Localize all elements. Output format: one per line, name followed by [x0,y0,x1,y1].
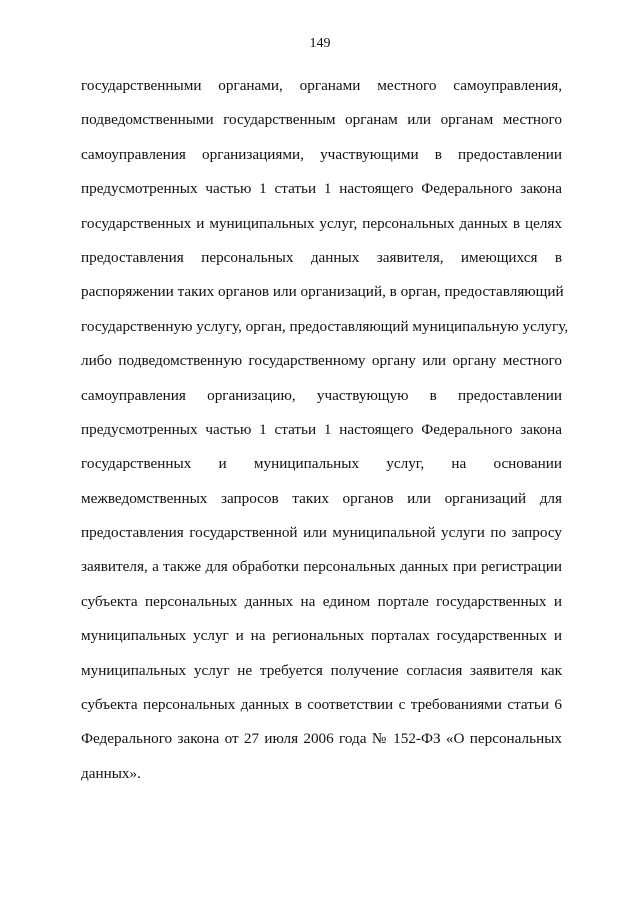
text-line: либо подведомственную государственному органу или органу местного [81,352,562,370]
text-line: самоуправления организациями, участвующими в предоставлении [81,145,562,163]
text-line: предусмотренных частью 1 статьи 1 настоящего Федерального закона [81,180,562,198]
text-line: заявителя, а также для обработки персональных данных при регистрации [81,558,562,576]
page-number: 149 [309,36,331,51]
text-line: предусмотренных частью 1 статьи 1 настоящего Федерального закона [81,420,562,438]
text-line: предоставления государственной или муниципальной услуги по запросу [81,524,562,542]
text-line: субъекта персональных данных в соответствии с требованиями статьи 6 [81,696,562,714]
text-line: подведомственными государственным органам или органам местного [81,111,562,129]
text-line: самоуправления организацию, участвующую в предоставлении [81,386,562,404]
text-line: предоставления персональных данных заявителя, имеющихся в [81,248,562,266]
text-line: муниципальных услуг и на региональных порталах государственных и [81,627,562,645]
text-line: субъекта персональных данных на едином портале государственных и [81,592,562,610]
text-line: данных». [81,764,141,782]
text-line: государственных и муниципальных услуг, на основании [81,455,562,473]
body-paragraph [81,69,569,791]
text-line: государственными органами, органами местного самоуправления, [81,77,562,94]
text-line: государственных и муниципальных услуг, персональных данных в целях [81,214,562,232]
text-line: Федерального закона от 27 июля 2006 года № 152-ФЗ «О персональных [81,730,562,748]
text-line: государственную услугу, орган, предоставляющий муниципальную услугу, [81,317,569,335]
text-line: муниципальных услуг не требуется получение согласия заявителя как [81,661,562,679]
text-line: межведомственных запросов таких органов или организаций для [81,489,562,507]
text-line: распоряжении таких органов или организаций, в орган, предоставляющий [81,283,564,301]
